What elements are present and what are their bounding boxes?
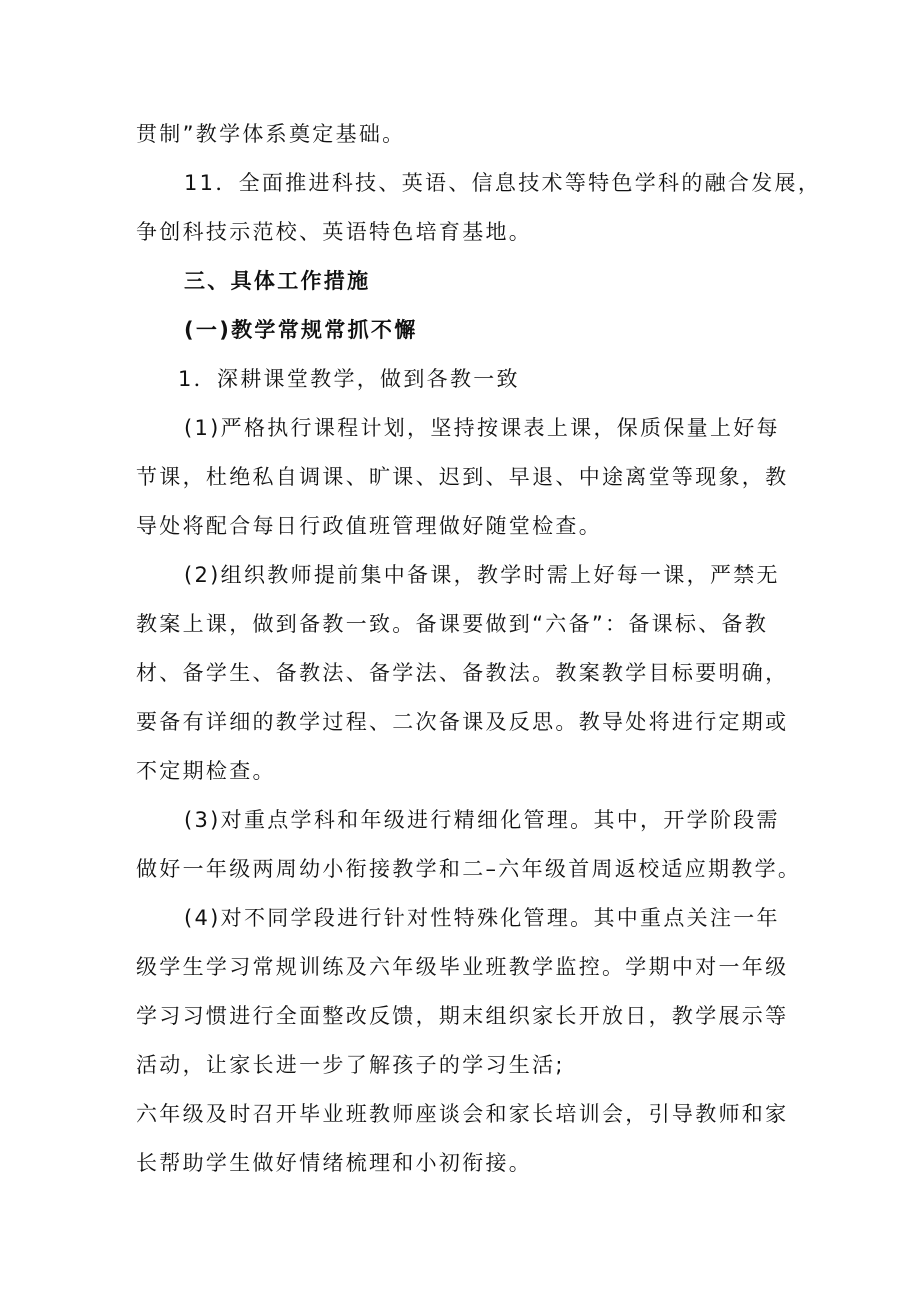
section-heading: 三、具体工作措施 — [184, 269, 371, 293]
paragraph-line: 学习习惯进行全面整改反馈，期末组织家长开放日，教学展示等 — [136, 1004, 789, 1028]
paragraph-line: 11．全面推进科技、英语、信息技术等特色学科的融合发展， — [184, 171, 822, 195]
paragraph-line: 长帮助学生做好情绪梳理和小初衔接。 — [136, 1151, 533, 1175]
paragraph-line: 贯制”教学体系奠定基础。 — [136, 122, 406, 146]
paragraph-line: 节课，杜绝私自调课、旷课、迟到、早退、中途离堂等现象，教 — [136, 465, 789, 489]
paragraph-line: 导处将配合每日行政值班管理做好随堂检查。 — [136, 514, 602, 538]
paragraph-line: 争创科技示范校、英语特色培育基地。 — [136, 220, 533, 244]
paragraph-line: (3)对重点学科和年级进行精细化管理。其中，开学阶段需 — [184, 808, 780, 832]
paragraph-line: 不定期检查。 — [136, 759, 276, 783]
paragraph-line: 教案上课，做到备教一致。备课要做到“六备”：备课标、备教 — [136, 612, 769, 636]
item-heading: 1．深耕课堂教学，做到各教一致 — [178, 367, 520, 391]
paragraph-line: 材、备学生、备教法、备学法、备教法。教案教学目标要明确， — [136, 661, 789, 685]
paragraph-line: 六年级及时召开毕业班教师座谈会和家长培训会，引导教师和家 — [136, 1102, 789, 1126]
document-body — [136, 110, 822, 1188]
paragraph-line: 要备有详细的教学过程、二次备课及反思。教导处将进行定期或 — [136, 710, 789, 734]
paragraph-line: 活动，让家长进一步了解孩子的学习生活; — [136, 1053, 565, 1077]
paragraph-line: 级学生学习常规训练及六年级毕业班教学监控。学期中对一年级 — [136, 955, 789, 979]
paragraph-line: (1)严格执行课程计划，坚持按课表上课，保质保量上好每 — [184, 416, 780, 440]
subsection-heading: (一)教学常规常抓不懈 — [184, 318, 418, 342]
paragraph-line: 做好一年级两周幼小衔接教学和二–六年级首周返校适应期教学。 — [136, 857, 802, 881]
paragraph-line: (4)对不同学段进行针对性特殊化管理。其中重点关注一年 — [184, 906, 780, 930]
paragraph-line: (2)组织教师提前集中备课，教学时需上好每一课，严禁无 — [184, 563, 780, 587]
